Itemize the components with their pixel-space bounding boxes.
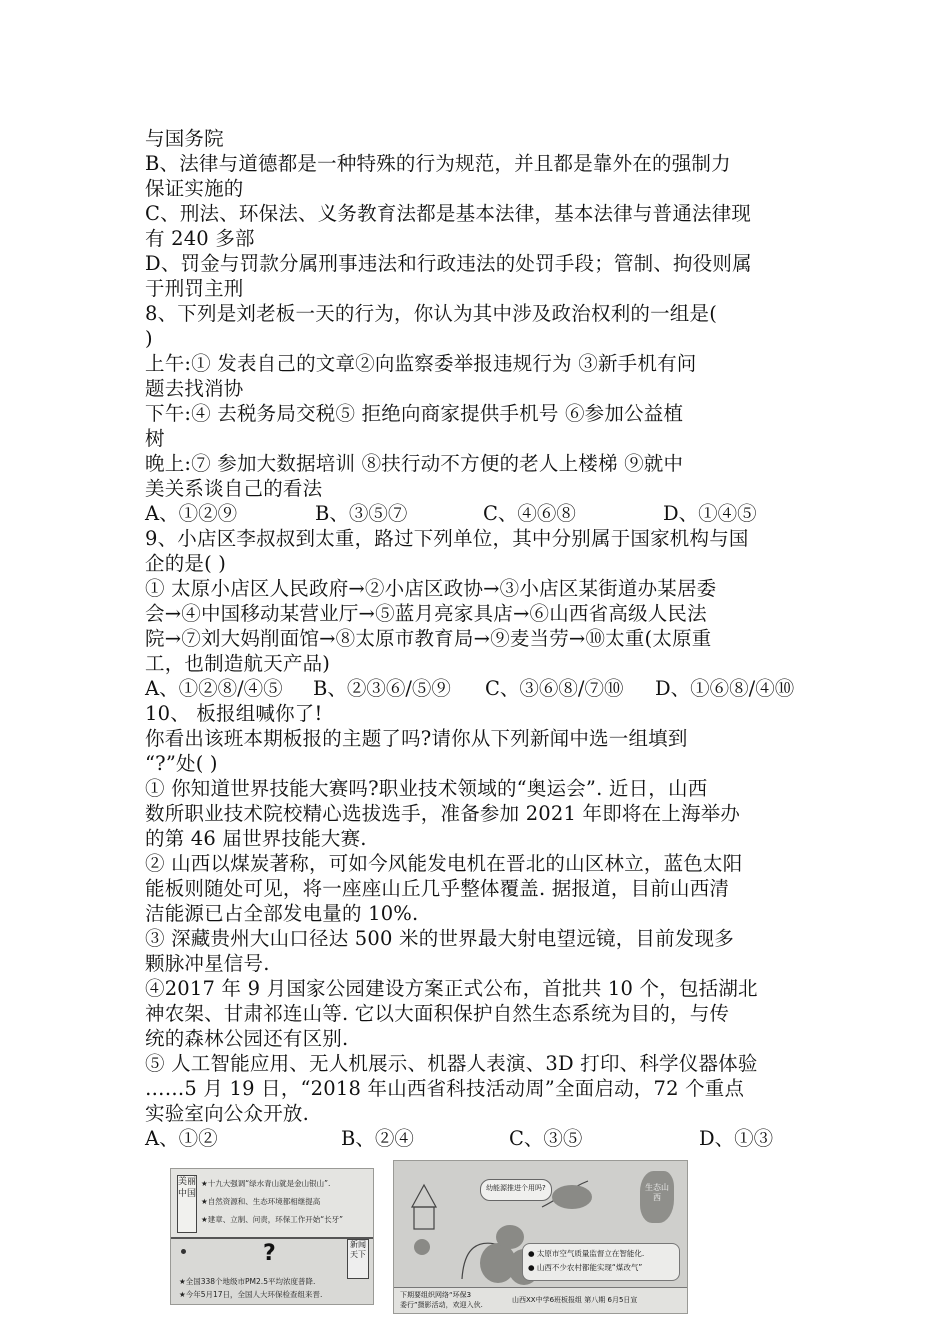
text-line: 上午:① 发表自己的文章②向监察委举报违规行为 ③新手机有问 [145, 352, 697, 375]
footer-note: 委行”摄影活动，欢迎入伙. [400, 1301, 483, 1309]
text-line: ⑤ 人工智能应用、无人机展示、机器人表演、3D 打印、科学仪器体验 [145, 1052, 758, 1075]
photo-bullet: ★十九大强调“绿水青山就是金山银山”. [201, 1179, 331, 1188]
q9-option-b: B、②③⑥/⑤⑨ [313, 677, 451, 700]
text-line: 题去找消协 [145, 377, 244, 400]
photo-bottom-line: ★全国338个地级市PM2.5平均浓度普降. [179, 1277, 316, 1286]
q8-options [145, 501, 825, 526]
text-line: ……5 月 19 日，“2018 年山西省科技活动周”全面启动，72 个重点 [145, 1077, 745, 1100]
q8-option-b: B、③⑤⑦ [315, 502, 408, 525]
text-line: 的第 46 届世界技能大赛. [145, 827, 367, 850]
text-line: 晚上:⑦ 参加大数据培训 ⑧扶行动不方便的老人上楼梯 ⑨就中 [145, 452, 684, 475]
tree-canopy-icon [552, 1185, 592, 1209]
photo-bottom-line: ★今年5月17日，全国人大环保检查组来晋. [179, 1290, 323, 1299]
q9-option-c: C、③⑥⑧/⑦⑩ [485, 677, 624, 700]
text-line: ) [145, 327, 153, 350]
q9-option-a: A、①②⑧/④⑤ [145, 677, 283, 700]
bullet-dot-icon [181, 1249, 186, 1254]
text-line: 9、小店区李叔叔到太重，路过下列单位，其中分别属于国家机构与国 [145, 527, 749, 550]
text-line: 数所职业技术院校精心选拔选手，准备参加 2021 年即将在上海举办 [145, 802, 741, 825]
blackboard-photo-left [170, 1168, 374, 1305]
text-line: 有 240 多部 [145, 227, 255, 250]
question-block-10 [145, 701, 825, 1126]
house-body-icon [414, 1207, 434, 1229]
text-line: 10、 板报组喊你了! [145, 702, 323, 725]
text-line: 树 [145, 427, 165, 450]
text-line: 你看出该班本期板报的主题了吗?请你从下列新闻中选一组填到 [145, 727, 688, 750]
text-line: 统的森林公园还有区别. [145, 1027, 349, 1050]
text-line: 企的是( ) [145, 552, 227, 575]
q8-option-d: D、①④⑤ [663, 502, 757, 525]
map-label: 生态山西 [645, 1183, 669, 1202]
text-line: 与国务院 [145, 127, 224, 150]
q9-options [145, 676, 825, 701]
footer-note: 下期要组织网络“环保3 [400, 1291, 472, 1299]
text-line: ② 山西以煤炭著称，可如今风能发电机在晋北的山区林立，蓝色太阳 [145, 852, 743, 875]
q8-option-a: A、①②⑨ [145, 502, 238, 525]
photo-bullet: ★自然资源和、生态环境都相继提高 [201, 1197, 321, 1206]
text-line: “?”处( ) [145, 752, 218, 775]
q10-options [145, 1126, 825, 1151]
blackboard-photo-right [393, 1160, 688, 1314]
q9-option-d: D、①⑥⑧/④⑩ [655, 677, 795, 700]
text-line: 美关系谈自己的看法 [145, 477, 323, 500]
house-icon [412, 1185, 436, 1207]
text-line: ① 你知道世界技能大赛吗?职业技术领域的“奥运会”. 近日，山西 [145, 777, 708, 800]
text-line: 8、下列是刘老板一天的行为，你认为其中涉及政治权利的一组是( [145, 302, 718, 325]
photo-bullet: ★建章、立制、问责，环保工作开始“长牙” [201, 1215, 343, 1224]
text-line: B、法律与道德都是一种特殊的行为规范，并且都是靠外在的强制力 [145, 152, 731, 175]
text-line: 工，也制造航天产品) [145, 652, 331, 675]
vertical-title: 美丽中国 [177, 1175, 197, 1233]
text-line: ③ 深藏贵州大山口径达 500 米的世界最大射电望远镜，目前发现多 [145, 927, 734, 950]
q10-option-d: D、①③ [699, 1127, 774, 1150]
question-mark: ? [263, 1241, 276, 1266]
text-line: 下午:④ 去税务局交税⑤ 拒绝向商家提供手机号 ⑥参加公益植 [145, 402, 684, 425]
text-line: 能板则随处可见，将一座座山丘几乎整体覆盖. 据报道，目前山西清 [145, 877, 730, 900]
text-line: ④2017 年 9 月国家公园建设方案正式公布，首批共 10 个，包括湖北 [145, 977, 758, 1000]
news-box-line: ● 山西不少农村都能实现“煤改气” [528, 1263, 643, 1272]
text-line: C、刑法、环保法、义务教育法都是基本法律，基本法律与普通法律现 [145, 202, 752, 225]
text-line: 洁能源已占全部发电量的 10%. [145, 902, 419, 925]
question-block-9 [145, 526, 825, 676]
document-page [145, 126, 825, 1151]
q10-option-a: A、①② [145, 1127, 218, 1150]
text-line: 保证实施的 [145, 177, 244, 200]
news-box-line: ● 太原市空气质量监督立在智能化. [528, 1249, 645, 1258]
q10-option-c: C、③⑤ [509, 1127, 583, 1150]
text-line: 院→⑦刘大妈削面馆→⑧太原市教育局→⑨麦当劳→⑩太重(太原重 [145, 627, 712, 650]
text-line: 会→④中国移动某营业厅→⑤蓝月亮家具店→⑥山西省高级人民法 [145, 602, 707, 625]
q8-option-c: C、④⑥⑧ [483, 502, 576, 525]
text-line: 实验室向公众开放. [145, 1102, 309, 1125]
text-line: 神农架、甘肃祁连山等. 它以大面积保护自然生态系统为目的，与传 [145, 1002, 730, 1025]
footer-masthead: 山西XX中学6班板报组 第八期 6月5日宣 [512, 1296, 638, 1304]
side-title: 新闻天下 [347, 1239, 369, 1279]
text-line: D、罚金与罚款分属刑事违法和行政违法的处罚手段；管制、拘役则属 [145, 252, 752, 275]
barrel-icon [496, 1225, 524, 1249]
text-line: 于刑罚主刑 [145, 277, 244, 300]
q10-option-b: B、②④ [341, 1127, 414, 1150]
speech-bubble-text: 幼能源推进个用吗? [486, 1184, 546, 1192]
plant-icon [414, 1239, 430, 1255]
question-block-7-8 [145, 126, 825, 501]
text-line: 颗脉冲星信号. [145, 952, 270, 975]
text-line: ① 太原小店区人民政府→②小店区政协→③小店区某街道办某居委 [145, 577, 717, 600]
